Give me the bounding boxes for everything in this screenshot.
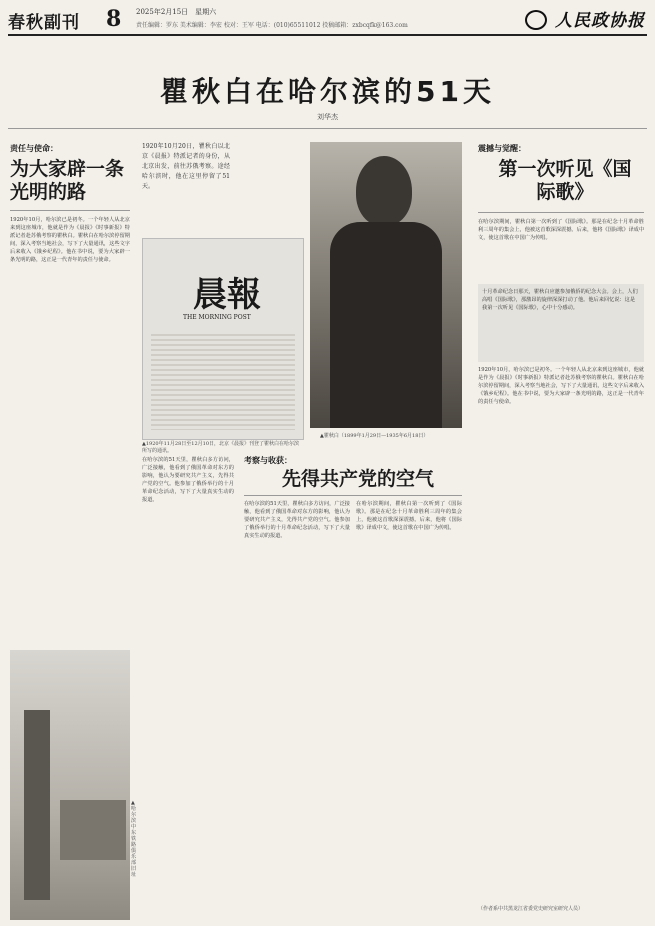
photo3-caption: ▲哈尔滨中东铁路俱乐部旧址 — [131, 800, 137, 878]
section2-kicker: 考察与收获： — [244, 455, 292, 465]
photo1-caption: ▲1920年11月28日至12月10日，北京《晨报》刊登了瞿秋白在哈尔滨所写的通讯。 — [142, 441, 300, 454]
photo2-caption: ▲瞿秋白（1899年1月29日—1935年6月18日） — [320, 433, 429, 439]
building-shape — [60, 800, 126, 860]
paper-logo-icon — [525, 10, 547, 30]
headline: 瞿秋白在哈尔滨的51天 — [160, 75, 495, 108]
portrait-head — [356, 156, 412, 226]
section3-kicker: 震撼与觉醒： — [478, 143, 526, 153]
building-photo — [10, 650, 130, 920]
section3-title: 第一次听见《国际歌》 — [498, 158, 632, 203]
page-number: 8 — [106, 6, 122, 32]
author: 刘华杰 — [317, 113, 338, 121]
section2-title: 先得共产党的空气 — [282, 468, 435, 490]
portrait-photo — [310, 142, 462, 428]
middle-body: 在哈尔滨的51天里，瞿秋白多方访问，广泛接触，他看到了俄国革命对东方的影响，他认为要研究共产主义，先得共产党的空气。他参加了俄侨举行的十月革命纪念活动，写下了大量真实生动的报道。 — [142, 457, 234, 503]
newspaper-photo — [142, 238, 304, 440]
section1-kicker: 责任与使命： — [10, 143, 58, 153]
newspaper-subtitle: THE MORNING POST — [183, 314, 251, 321]
section3-body-cont: 1920年10月，哈尔滨已是初冬。一个年轻人从北京来到这座城市，他就是作为《晨报》《时事新报》特派记者赴苏俄考察的瞿秋白。瞿秋白在哈尔滨停留期间，深入考察当地社会，写下了大量通讯，这些文字后来收入《饿乡纪程》。他在书中说，要为大家辟一条光明的路，这正是一代青年的责任与使命。 — [478, 367, 644, 405]
divider — [10, 210, 130, 211]
divider — [244, 495, 462, 496]
paper-name: 人民政协报 — [555, 11, 645, 31]
divider — [478, 212, 644, 213]
intro-text: 1920年10月20日，瞿秋白以北京《晨报》特派记者的身份，从北京出发，前往苏俄考察。途经哈尔滨时，他在这里停留了51天。 — [142, 143, 230, 190]
section1-body: 1920年10月，哈尔滨已是初冬。一个年轻人从北京来到这座城市，他就是作为《晨报》《时事新报》特派记者赴苏俄考察的瞿秋白。瞿秋白在哈尔滨停留期间，深入考察当地社会，写下了大量通讯，这些文字后来收入《饿乡纪程》。他在书中说，要为大家辟一条光明的路，这正是一代青年的责任与使命。 — [10, 217, 130, 263]
section-title: 春秋副刊 — [8, 13, 80, 33]
divider — [8, 128, 647, 129]
section3-body: 在哈尔滨期间，瞿秋白第一次听到了《国际歌》。那是在纪念十月革命胜利三周年的集会上，他被这首歌深深震撼。后来，他将《国际歌》译成中文，使这首歌在中国广为传唱。 — [478, 219, 644, 241]
author-note: （作者系中共黑龙江省委党史研究室研究人员） — [478, 906, 584, 912]
newspaper-title: 晨報 — [193, 275, 261, 315]
date-line: 2025年2月15日 星期六 — [136, 8, 217, 16]
portrait-body — [330, 222, 442, 428]
poem-block: 十月革命纪念日那天，瞿秋白应邀参加俄侨的纪念大会。会上，人们高唱《国际歌》，那激昂的旋律深深打动了他。他后来回忆说：这是我第一次听见《国际歌》，心中十分感动。 — [478, 284, 644, 362]
editor-info: 责任编辑：罗东 美术编辑：李宏 校对：王军 电话：(010)65511012 投稿邮箱：zxbcqfk@163.com — [136, 22, 408, 29]
tower-shape — [24, 710, 50, 900]
page-header — [8, 6, 647, 36]
newspaper-text-image — [151, 334, 295, 430]
section2-body-a: 在哈尔滨的51天里，瞿秋白多方访问，广泛接触，他看到了俄国革命对东方的影响，他认为要研究共产主义，先得共产党的空气。他参加了俄侨举行的十月革命纪念活动，写下了大量真实生动的报道。 — [244, 501, 350, 539]
section1-title: 为大家辟一条光明的路 — [10, 158, 125, 203]
section2-body-b: 在哈尔滨期间，瞿秋白第一次听到了《国际歌》。那是在纪念十月革命胜利三周年的集会上，他被这首歌深深震撼。后来，他将《国际歌》译成中文，使这首歌在中国广为传唱。 — [356, 501, 462, 531]
